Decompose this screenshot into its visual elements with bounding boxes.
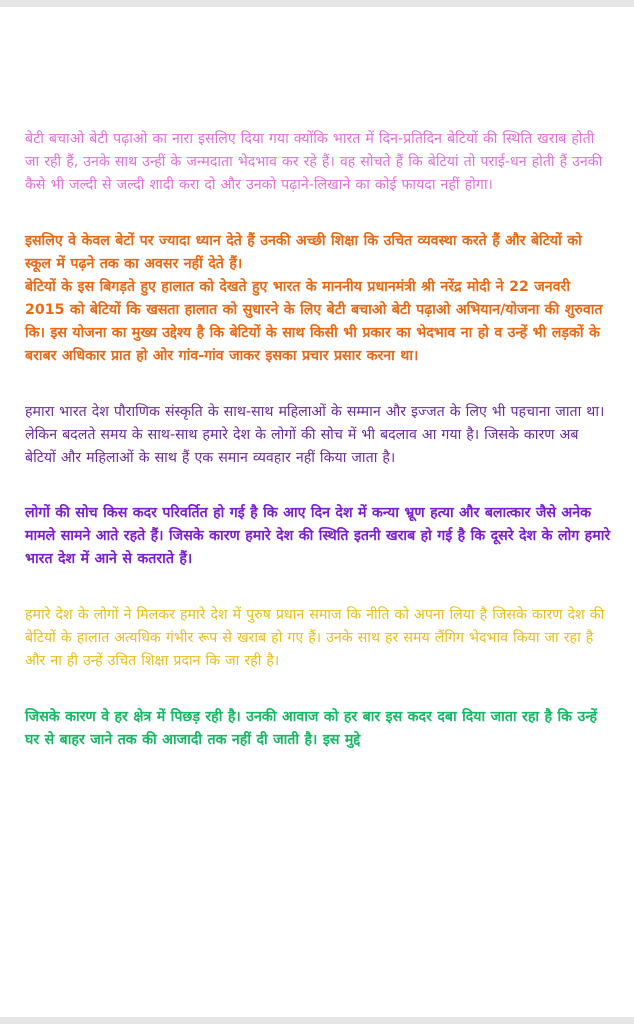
paragraph-scheme-launch: बेटियों के इस बिगड़ते हुए हालात को देखते हुए भारत के माननीय प्रधानमंत्री श्री नरेंद्र मोदी ने 22 जनवरी 2015 को बेटियों कि खसता हालात को सुधारने के लिए बेटी बचाओ बेटी पढ़ाओ अभियान/योजना की शुरुवात कि। इस योजना का मुख्य उद्देश्य है कि बेटियों के साथ किसी भी प्रकार का भेदभाव ना हो व उन्हें भी लड़कों के बराबर अधिकार प्रात हो ओर गांव-गांव जाकर इसका प्रचार प्रसार करना था। bbox=[25, 279, 603, 364]
paragraph-son-preference: इसलिए वे केवल बेटों पर ज्यादा ध्यान देते हैं उनकी अच्छी शिक्षा कि उचित व्यवस्था करते हैं और बेटियों को स्कूल में पढ़ने तक का अवसर नहीं देते हैं। bbox=[25, 233, 582, 272]
paragraph-patriarchy: हमारे देश के लोगों ने मिलकर हमारे देश में पुरुष प्रधान समाज कि नीति को अपना लिया है जिसके कारण देश की बेटियों के हालात अत्यधिक गंभीर रूप से खराब हो गए हैं। उनके साथ हर समय लैंगिग भेदभाव किया जा रहा है और ना ही उन्हें उचित शिक्षा प्रदान कि जा रही है। bbox=[25, 607, 605, 669]
article-body bbox=[25, 128, 613, 752]
paragraph-intro: बेटी बचाओ बेटी पढ़ाओ का नारा इसलिए दिया गया क्योंकि भारत में दिन-प्रतिदिन बेटियों की स्थिति खराब होती जा रही हैं, उनके साथ उन्हीं के जन्मदाता भेदभाव कर रहे हैं। वह सोचते हैं कि बेटियां तो पराई-धन होती हैं उनकी कैसे भी जल्दी से जल्दी शादी करा दो और उनको पढ़ाने-लिखाने का कोई फायदा नहीं होगा। bbox=[25, 131, 603, 193]
paragraph-suppression: जिसके कारण वे हर क्षेत्र में पिछड़ रही है। उनकी आवाज को हर बार इस कदर दबा दिया जाता रहा है कि उन्हें घर से बाहर जाने तक की आजादी तक नहीं दी जाती है। इस मुद्दे bbox=[25, 709, 598, 748]
paragraph-culture-change: हमारा भारत देश पौराणिक संस्कृति के साथ-साथ महिलाओं के सम्मान और इज्जत के लिए भी पहचाना जाता था। लेकिन बदलते समय के साथ-साथ हमारे देश के लोगों की सोच में भी बदलाव आ गया है। जिसके कारण अब बेटियों और महिलाओं के साथ हैं एक समान व्यवहार नहीं किया जाता है। bbox=[25, 404, 605, 466]
paragraph-crimes: लोगों की सोच किस कदर परिवर्तित हो गई है कि आए दिन देश में कन्या भ्रूण हत्या और बलात्कार जैसे अनेक मामले सामने आते रहते हैं। जिसके कारण हमारे देश की स्थिति इतनी खराब हो गई है कि दूसरे देश के लोग हमारे भारत देश में आने से कतराते हैं। bbox=[25, 505, 611, 567]
